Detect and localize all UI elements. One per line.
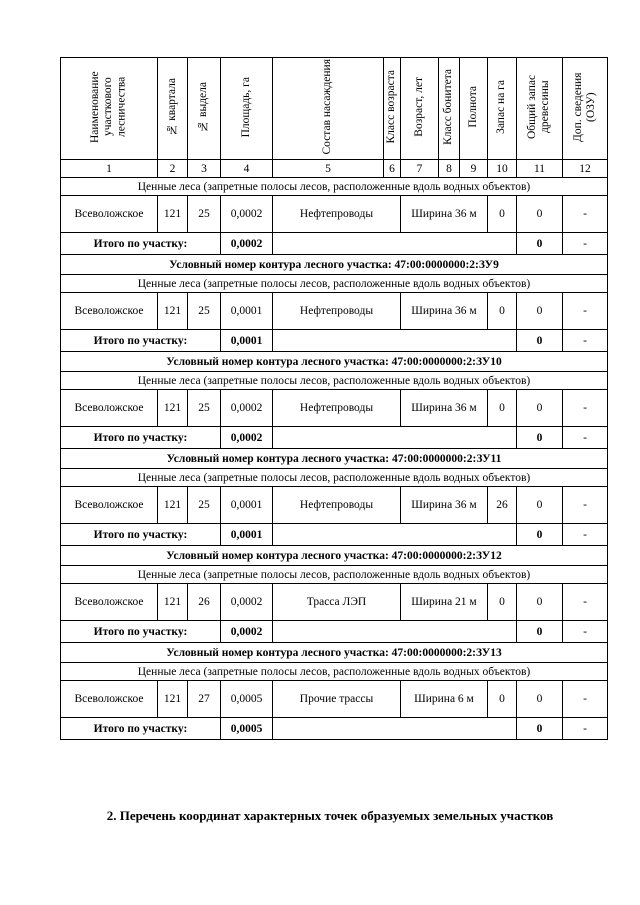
cell-composition: Нефтепроводы xyxy=(273,196,401,233)
total-extra: - xyxy=(563,330,608,352)
contour-number: Условный номер контура лесного участка: 47:00:0000000:2:ЗУ9 xyxy=(61,255,608,275)
cell-vydel: 27 xyxy=(188,681,221,718)
total-empty xyxy=(273,233,517,255)
cell-stock-per-ha: 26 xyxy=(488,487,517,524)
total-label: Итого по участку: xyxy=(61,427,221,449)
table-row xyxy=(61,196,608,233)
total-extra: - xyxy=(563,718,608,740)
cell-vydel: 25 xyxy=(188,196,221,233)
column-number: 12 xyxy=(563,160,608,178)
total-extra: - xyxy=(563,621,608,643)
cell-forestry: Всеволожское xyxy=(61,584,158,621)
total-area: 0,0002 xyxy=(221,621,273,643)
forest-plot-table xyxy=(60,57,608,740)
cell-extra: - xyxy=(563,390,608,427)
table-row xyxy=(61,390,608,427)
cell-vydel: 25 xyxy=(188,487,221,524)
cell-width: Ширина 36 м xyxy=(401,390,488,427)
column-number: 3 xyxy=(188,160,221,178)
cell-area: 0,0001 xyxy=(221,293,273,330)
column-number: 2 xyxy=(158,160,188,178)
total-row xyxy=(61,427,608,449)
total-stock: 0 xyxy=(517,233,563,255)
total-extra: - xyxy=(563,427,608,449)
contour-row xyxy=(61,255,608,275)
category-row xyxy=(61,663,608,681)
cell-area: 0,0002 xyxy=(221,584,273,621)
cell-total-stock: 0 xyxy=(517,390,563,427)
contour-number: Условный номер контура лесного участка: 47:00:0000000:2:ЗУ10 xyxy=(61,352,608,372)
category-row xyxy=(61,275,608,293)
total-area: 0,0002 xyxy=(221,427,273,449)
cell-width: Ширина 6 м xyxy=(401,681,488,718)
total-row xyxy=(61,330,608,352)
cell-total-stock: 0 xyxy=(517,681,563,718)
column-number: 7 xyxy=(401,160,439,178)
cell-extra: - xyxy=(563,681,608,718)
column-number: 8 xyxy=(439,160,460,178)
category-row xyxy=(61,566,608,584)
header-cell xyxy=(517,58,563,160)
cell-vydel: 26 xyxy=(188,584,221,621)
total-area: 0,0002 xyxy=(221,233,273,255)
total-label: Итого по участку: xyxy=(61,524,221,546)
total-empty xyxy=(273,621,517,643)
category-row xyxy=(61,372,608,390)
cell-stock-per-ha: 0 xyxy=(488,293,517,330)
column-number-row xyxy=(61,160,608,178)
total-row xyxy=(61,718,608,740)
header-age-class: Класс возраста xyxy=(385,70,398,144)
header-age: Возраст, лет xyxy=(412,77,425,137)
cell-quarter: 121 xyxy=(158,487,188,524)
cell-composition: Трасса ЛЭП xyxy=(273,584,401,621)
total-row xyxy=(61,524,608,546)
cell-area: 0,0001 xyxy=(221,487,273,524)
cell-width: Ширина 21 м xyxy=(401,584,488,621)
cell-extra: - xyxy=(563,196,608,233)
column-number: 11 xyxy=(517,160,563,178)
cell-forestry: Всеволожское xyxy=(61,293,158,330)
total-empty xyxy=(273,718,517,740)
cell-quarter: 121 xyxy=(158,584,188,621)
header-extra: Доп. сведения (ОЗУ) xyxy=(571,72,597,142)
header-cell xyxy=(273,58,384,160)
cell-width: Ширина 36 м xyxy=(401,196,488,233)
header-cell xyxy=(460,58,488,160)
contour-row xyxy=(61,643,608,663)
header-cell xyxy=(61,58,158,160)
cell-extra: - xyxy=(563,487,608,524)
cell-area: 0,0002 xyxy=(221,390,273,427)
cell-area: 0,0002 xyxy=(221,196,273,233)
table-row xyxy=(61,681,608,718)
contour-row xyxy=(61,546,608,566)
total-area: 0,0005 xyxy=(221,718,273,740)
forest-category: Ценные леса (запретные полосы лесов, расположенные вдоль водных объектов) xyxy=(61,469,608,487)
cell-quarter: 121 xyxy=(158,681,188,718)
header-composition: Состав насаждения xyxy=(321,59,334,155)
header-bonitet: Класс бонитета xyxy=(442,69,455,145)
forest-category: Ценные леса (запретные полосы лесов, расположенные вдоль водных объектов) xyxy=(61,178,608,196)
cell-quarter: 121 xyxy=(158,196,188,233)
header-cell xyxy=(158,58,188,160)
total-stock: 0 xyxy=(517,330,563,352)
header-forestry: Наименование участкового лесничества xyxy=(89,71,128,143)
cell-quarter: 121 xyxy=(158,293,188,330)
cell-extra: - xyxy=(563,584,608,621)
header-quarter: № квартала xyxy=(165,78,178,136)
forest-category: Ценные леса (запретные полосы лесов, расположенные вдоль водных объектов) xyxy=(61,275,608,293)
forest-category: Ценные леса (запретные полосы лесов, расположенные вдоль водных объектов) xyxy=(61,663,608,681)
total-row xyxy=(61,233,608,255)
cell-composition: Нефтепроводы xyxy=(273,293,401,330)
cell-composition: Нефтепроводы xyxy=(273,390,401,427)
cell-stock-per-ha: 0 xyxy=(488,390,517,427)
column-number: 10 xyxy=(488,160,517,178)
section-title: 2. Перечень координат характерных точек образуемых земельных участков xyxy=(106,808,554,823)
column-number: 6 xyxy=(384,160,401,178)
header-density: Полнота xyxy=(466,86,479,128)
contour-number: Условный номер контура лесного участка: 47:00:0000000:2:ЗУ13 xyxy=(61,643,608,663)
total-stock: 0 xyxy=(517,718,563,740)
header-total-stock: Общий запас древесины xyxy=(526,74,552,140)
cell-forestry: Всеволожское xyxy=(61,681,158,718)
category-row xyxy=(61,469,608,487)
header-cell xyxy=(384,58,401,160)
total-extra: - xyxy=(563,524,608,546)
forest-category: Ценные леса (запретные полосы лесов, расположенные вдоль водных объектов) xyxy=(61,566,608,584)
total-label: Итого по участку: xyxy=(61,621,221,643)
cell-width: Ширина 36 м xyxy=(401,293,488,330)
cell-total-stock: 0 xyxy=(517,196,563,233)
total-area: 0,0001 xyxy=(221,524,273,546)
cell-stock-per-ha: 0 xyxy=(488,196,517,233)
total-extra: - xyxy=(563,233,608,255)
cell-total-stock: 0 xyxy=(517,584,563,621)
total-empty xyxy=(273,330,517,352)
cell-total-stock: 0 xyxy=(517,487,563,524)
column-number: 1 xyxy=(61,160,158,178)
contour-number: Условный номер контура лесного участка: 47:00:0000000:2:ЗУ12 xyxy=(61,546,608,566)
header-cell xyxy=(221,58,273,160)
column-number: 4 xyxy=(221,160,273,178)
table-row xyxy=(61,487,608,524)
total-label: Итого по участку: xyxy=(61,330,221,352)
header-cell xyxy=(188,58,221,160)
header-cell xyxy=(401,58,439,160)
total-label: Итого по участку: xyxy=(61,718,221,740)
total-row xyxy=(61,621,608,643)
cell-stock-per-ha: 0 xyxy=(488,681,517,718)
header-cell xyxy=(563,58,608,160)
header-row xyxy=(61,58,608,160)
cell-forestry: Всеволожское xyxy=(61,196,158,233)
column-number: 5 xyxy=(273,160,384,178)
total-stock: 0 xyxy=(517,427,563,449)
forest-category: Ценные леса (запретные полосы лесов, расположенные вдоль водных объектов) xyxy=(61,372,608,390)
contour-row xyxy=(61,352,608,372)
total-area: 0,0001 xyxy=(221,330,273,352)
table-row xyxy=(61,584,608,621)
cell-vydel: 25 xyxy=(188,390,221,427)
total-empty xyxy=(273,427,517,449)
contour-number: Условный номер контура лесного участка: 47:00:0000000:2:ЗУ11 xyxy=(61,449,608,469)
cell-stock-per-ha: 0 xyxy=(488,584,517,621)
cell-quarter: 121 xyxy=(158,390,188,427)
header-vydel: № выдела xyxy=(197,82,210,132)
cell-vydel: 25 xyxy=(188,293,221,330)
header-cell xyxy=(488,58,517,160)
contour-row xyxy=(61,449,608,469)
total-empty xyxy=(273,524,517,546)
total-stock: 0 xyxy=(517,621,563,643)
cell-total-stock: 0 xyxy=(517,293,563,330)
column-number: 9 xyxy=(460,160,488,178)
table-row xyxy=(61,293,608,330)
cell-forestry: Всеволожское xyxy=(61,390,158,427)
total-label: Итого по участку: xyxy=(61,233,221,255)
cell-forestry: Всеволожское xyxy=(61,487,158,524)
cell-extra: - xyxy=(563,293,608,330)
cell-composition: Прочие трассы xyxy=(273,681,401,718)
category-row xyxy=(61,178,608,196)
cell-area: 0,0005 xyxy=(221,681,273,718)
total-stock: 0 xyxy=(517,524,563,546)
cell-width: Ширина 36 м xyxy=(401,487,488,524)
header-stock-per-ha: Запас на га xyxy=(495,80,508,134)
header-area: Площадь, га xyxy=(239,76,252,138)
header-cell xyxy=(439,58,460,160)
cell-composition: Нефтепроводы xyxy=(273,487,401,524)
